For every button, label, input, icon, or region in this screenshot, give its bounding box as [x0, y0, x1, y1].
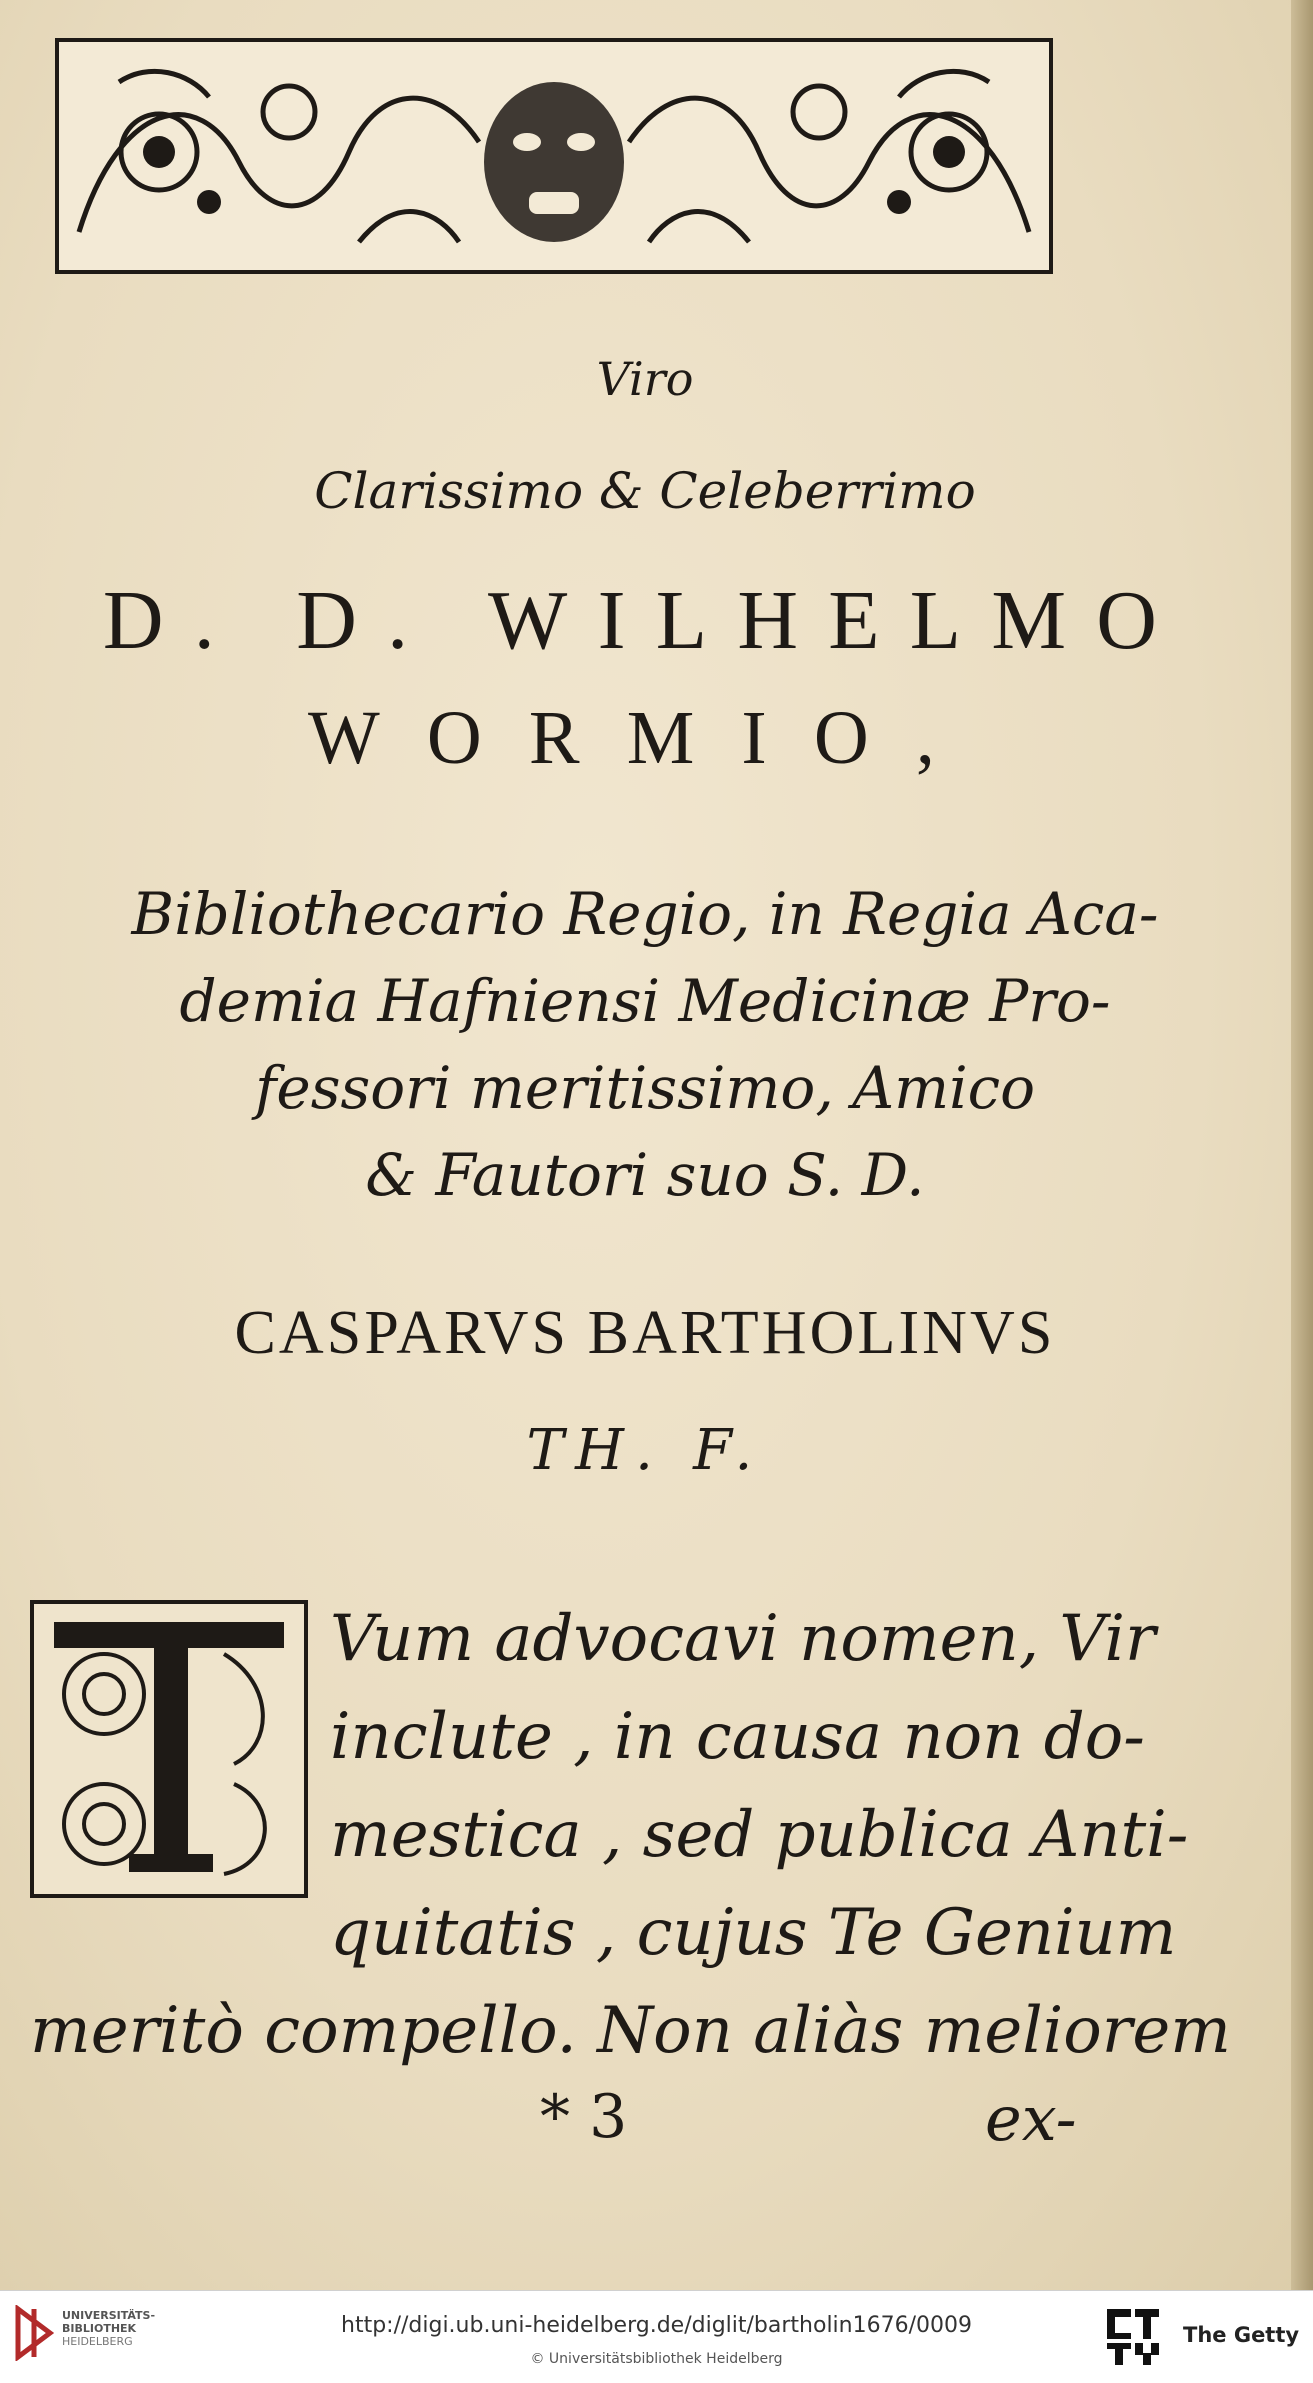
catchword: ex-: [985, 2082, 1077, 2155]
author-patronymic: TH. F.: [526, 1418, 764, 1483]
getty-logo-icon[interactable]: [1105, 2307, 1161, 2367]
salutation-viro: Viro: [596, 352, 694, 406]
library-name-line2: BIBLIOTHEK: [62, 2322, 137, 2335]
dedicatee-title-line3: fessori meritissimo, Amico: [254, 1054, 1036, 1122]
library-name-line3: HEIDELBERG: [62, 2335, 133, 2348]
drop-cap-t-ornament: [30, 1600, 308, 1898]
viewer-footer: [0, 2290, 1313, 2383]
body-text-line3: mestica , sed publica Anti-: [330, 1798, 1189, 1872]
copyright-notice: © Universitätsbibliothek Heidelberg: [530, 2351, 783, 2367]
body-text-line1: Vum advocavi nomen, Vir: [330, 1602, 1156, 1676]
salutation-clarissimo: Clarissimo & Celeberrimo: [314, 462, 976, 520]
page-gutter: [1291, 0, 1313, 2290]
dedicatee-title-line1: Bibliothecario Regio, in Regia Aca-: [131, 880, 1159, 948]
dedicatee-title-line2: demia Hafniensi Medicinæ Pro-: [179, 967, 1111, 1035]
dedicatee-name-line2: WORMIO,: [308, 696, 982, 780]
dedicatee-name-line1: D. D. WILHELMO: [102, 574, 1188, 667]
signature-mark: * 3: [540, 2082, 628, 2152]
partner-name[interactable]: The Getty: [1183, 2323, 1300, 2347]
body-text-line4: quitatis , cujus Te Genium: [330, 1896, 1177, 1970]
dedicatee-title-line4: & Fautori suo S. D.: [365, 1141, 925, 1209]
permalink-url[interactable]: http://digi.ub.uni-heidelberg.de/diglit/bartholin1676/0009: [341, 2313, 972, 2338]
author-name: CASPARVS BARTHOLINVS: [234, 1299, 1056, 1367]
library-name-line1: UNIVERSITÄTS-: [62, 2309, 156, 2322]
headpiece-ornament: [55, 38, 1053, 274]
body-text-line2: inclute , in causa non do-: [330, 1700, 1145, 1774]
body-text-line5: meritò compello. Non aliàs meliorem: [30, 1994, 1231, 2068]
